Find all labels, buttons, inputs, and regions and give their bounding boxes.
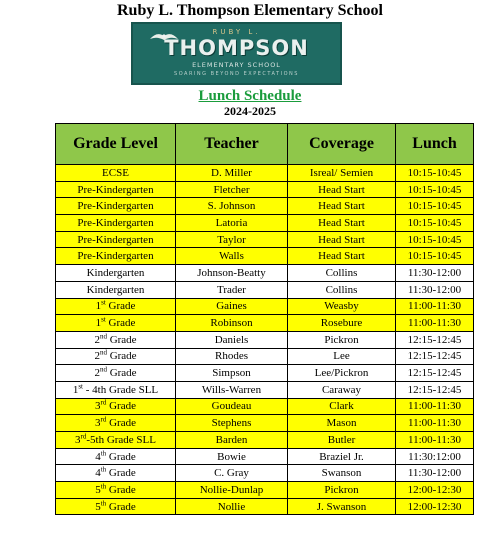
cell-lunch: 12:00-12:30 bbox=[396, 498, 474, 515]
cell-teacher: Wills-Warren bbox=[176, 381, 288, 398]
table-row bbox=[56, 365, 474, 382]
grade-text: 3 bbox=[95, 400, 101, 413]
cell-lunch: 11:00-11:30 bbox=[396, 432, 474, 449]
grade-ordinal: st bbox=[78, 382, 83, 391]
grade-suffix: - 4th Grade SLL bbox=[83, 383, 159, 396]
logo-top-text: RUBY L. bbox=[212, 28, 261, 36]
cell-teacher: Nollie-Dunlap bbox=[176, 482, 288, 499]
logo-tagline: SOARING BEYOND EXPECTATIONS bbox=[174, 71, 299, 77]
grade-suffix: Grade bbox=[105, 300, 136, 313]
cell-coverage: Lee bbox=[288, 348, 396, 365]
cell-grade bbox=[56, 265, 176, 282]
table-row bbox=[56, 381, 474, 398]
cell-coverage: Caraway bbox=[288, 381, 396, 398]
cell-grade bbox=[56, 498, 176, 515]
grade-text: 3 bbox=[75, 433, 81, 446]
grade-text: 4 bbox=[95, 450, 101, 463]
cell-lunch: 10:15-10:45 bbox=[396, 231, 474, 248]
cell-coverage: Lee/Pickron bbox=[288, 365, 396, 382]
cell-coverage: Head Start bbox=[288, 181, 396, 198]
table-row bbox=[56, 348, 474, 365]
logo-main-text: THOMPSON bbox=[164, 36, 309, 60]
cell-grade bbox=[56, 348, 176, 365]
cell-teacher: Fletcher bbox=[176, 181, 288, 198]
cell-coverage: Pickron bbox=[288, 482, 396, 499]
grade-text: ECSE bbox=[102, 166, 129, 179]
grade-ordinal: rd bbox=[100, 398, 107, 407]
table-row bbox=[56, 398, 474, 415]
table-row bbox=[56, 198, 474, 215]
grade-text: Pre-Kindergarten bbox=[77, 233, 154, 246]
cell-teacher: D. Miller bbox=[176, 165, 288, 182]
grade-suffix: Grade bbox=[106, 350, 137, 363]
cell-grade bbox=[56, 331, 176, 348]
table-row bbox=[56, 298, 474, 315]
cell-lunch: 11:30-12:00 bbox=[396, 265, 474, 282]
grade-suffix: Grade bbox=[106, 417, 136, 430]
grade-text: 4 bbox=[95, 467, 101, 480]
cell-lunch: 11:30-12:00 bbox=[396, 465, 474, 482]
cell-grade bbox=[56, 432, 176, 449]
grade-ordinal: th bbox=[100, 498, 107, 507]
cell-coverage: J. Swanson bbox=[288, 498, 396, 515]
grade-text: Kindergarten bbox=[86, 266, 145, 279]
grade-text: 1 bbox=[95, 317, 102, 330]
grade-text: Pre-Kindergarten bbox=[77, 183, 154, 196]
table-row bbox=[56, 415, 474, 432]
grade-ordinal: th bbox=[100, 482, 107, 491]
grade-suffix: Grade bbox=[106, 450, 136, 463]
table-row bbox=[56, 248, 474, 265]
cell-teacher: Rhodes bbox=[176, 348, 288, 365]
cell-lunch: 10:15-10:45 bbox=[396, 215, 474, 232]
cell-grade bbox=[56, 181, 176, 198]
cell-coverage: Butler bbox=[288, 432, 396, 449]
cell-teacher: Johnson-Beatty bbox=[176, 265, 288, 282]
cell-teacher: Simpson bbox=[176, 365, 288, 382]
grade-ordinal: th bbox=[100, 465, 107, 474]
column-header-grade: Grade Level bbox=[56, 124, 176, 165]
grade-ordinal: st bbox=[101, 315, 106, 324]
cell-lunch: 11:00-11:30 bbox=[396, 298, 474, 315]
table-header-row bbox=[56, 124, 474, 165]
table-row bbox=[56, 498, 474, 515]
cell-teacher: Taylor bbox=[176, 231, 288, 248]
cell-grade bbox=[56, 215, 176, 232]
cell-grade bbox=[56, 365, 176, 382]
table-row bbox=[56, 315, 474, 332]
grade-suffix: -5th Grade SLL bbox=[86, 433, 156, 446]
cell-coverage: Isreal/ Semien bbox=[288, 165, 396, 182]
cell-grade bbox=[56, 165, 176, 182]
cell-grade bbox=[56, 398, 176, 415]
grade-text: 2 bbox=[94, 367, 100, 380]
table-row bbox=[56, 448, 474, 465]
grade-text: 1 bbox=[72, 383, 79, 396]
cell-lunch: 10:15-10:45 bbox=[396, 165, 474, 182]
grade-suffix: Grade bbox=[105, 317, 136, 330]
grade-suffix: Grade bbox=[106, 483, 136, 496]
cell-coverage: Collins bbox=[288, 265, 396, 282]
grade-text: 3 bbox=[95, 417, 101, 430]
cell-grade bbox=[56, 381, 176, 398]
cell-coverage: Pickron bbox=[288, 331, 396, 348]
cell-lunch: 12:00-12:30 bbox=[396, 482, 474, 499]
grade-suffix: Grade bbox=[106, 333, 137, 346]
cell-grade bbox=[56, 298, 176, 315]
grade-ordinal: rd bbox=[100, 415, 107, 424]
cell-lunch: 12:15-12:45 bbox=[396, 381, 474, 398]
table-row bbox=[56, 482, 474, 499]
grade-text: 2 bbox=[94, 333, 100, 346]
grade-text: 5 bbox=[95, 500, 101, 513]
grade-text: 5 bbox=[95, 483, 101, 496]
table-row bbox=[56, 231, 474, 248]
cell-grade bbox=[56, 415, 176, 432]
cell-lunch: 12:15-12:45 bbox=[396, 365, 474, 382]
cell-lunch: 12:15-12:45 bbox=[396, 331, 474, 348]
school-logo bbox=[131, 22, 342, 85]
grade-ordinal: nd bbox=[99, 365, 107, 374]
grade-suffix: Grade bbox=[106, 467, 136, 480]
grade-suffix: Grade bbox=[106, 400, 136, 413]
grade-ordinal: rd bbox=[80, 432, 87, 441]
table-row bbox=[56, 165, 474, 182]
grade-text: Pre-Kindergarten bbox=[77, 200, 154, 213]
cell-coverage: Mason bbox=[288, 415, 396, 432]
school-name: Ruby L. Thompson Elementary School bbox=[117, 2, 383, 19]
table-row bbox=[56, 215, 474, 232]
cell-coverage: Swanson bbox=[288, 465, 396, 482]
cell-teacher: Daniels bbox=[176, 331, 288, 348]
table-row bbox=[56, 265, 474, 282]
table-row bbox=[56, 331, 474, 348]
cell-coverage: Rosebure bbox=[288, 315, 396, 332]
cell-teacher: Bowie bbox=[176, 448, 288, 465]
cell-grade bbox=[56, 231, 176, 248]
cell-lunch: 11:30-12:00 bbox=[396, 281, 474, 298]
cell-lunch: 12:15-12:45 bbox=[396, 348, 474, 365]
lunch-schedule-table bbox=[55, 123, 474, 515]
cell-teacher: Stephens bbox=[176, 415, 288, 432]
cell-grade bbox=[56, 315, 176, 332]
table-row bbox=[56, 432, 474, 449]
grade-text: 1 bbox=[95, 300, 102, 313]
column-header-lunch: Lunch bbox=[396, 124, 474, 165]
cell-coverage: Head Start bbox=[288, 215, 396, 232]
cell-lunch: 10:15-10:45 bbox=[396, 181, 474, 198]
schedule-title: Lunch Schedule bbox=[198, 88, 302, 104]
cell-coverage: Head Start bbox=[288, 248, 396, 265]
grade-text: Kindergarten bbox=[86, 283, 145, 296]
column-header-coverage: Coverage bbox=[288, 124, 396, 165]
cell-grade bbox=[56, 465, 176, 482]
grade-text: Pre-Kindergarten bbox=[77, 250, 154, 263]
cell-coverage: Weasby bbox=[288, 298, 396, 315]
column-header-teacher: Teacher bbox=[176, 124, 288, 165]
grade-ordinal: nd bbox=[99, 348, 107, 357]
cell-teacher: Walls bbox=[176, 248, 288, 265]
cell-grade bbox=[56, 448, 176, 465]
school-year: 2024-2025 bbox=[224, 104, 276, 118]
cell-lunch: 11:00-11:30 bbox=[396, 398, 474, 415]
cell-teacher: C. Gray bbox=[176, 465, 288, 482]
cell-grade bbox=[56, 281, 176, 298]
cell-teacher: Nollie bbox=[176, 498, 288, 515]
cell-teacher: Latoria bbox=[176, 215, 288, 232]
table-row bbox=[56, 465, 474, 482]
grade-suffix: Grade bbox=[106, 367, 137, 380]
grade-ordinal: th bbox=[100, 448, 107, 457]
cell-grade bbox=[56, 198, 176, 215]
cell-teacher: Goudeau bbox=[176, 398, 288, 415]
grade-text: 2 bbox=[94, 350, 100, 363]
cell-lunch: 11:30:12:00 bbox=[396, 448, 474, 465]
grade-suffix: Grade bbox=[106, 500, 136, 513]
cell-coverage: Head Start bbox=[288, 231, 396, 248]
cell-teacher: Trader bbox=[176, 281, 288, 298]
cell-grade bbox=[56, 248, 176, 265]
cell-grade bbox=[56, 482, 176, 499]
cell-coverage: Braziel Jr. bbox=[288, 448, 396, 465]
grade-ordinal: st bbox=[101, 298, 106, 307]
cell-lunch: 10:15-10:45 bbox=[396, 248, 474, 265]
cell-teacher: Gaines bbox=[176, 298, 288, 315]
cell-lunch: 11:00-11:30 bbox=[396, 415, 474, 432]
cell-coverage: Clark bbox=[288, 398, 396, 415]
cell-lunch: 11:00-11:30 bbox=[396, 315, 474, 332]
table-row bbox=[56, 281, 474, 298]
table-row bbox=[56, 181, 474, 198]
cell-coverage: Collins bbox=[288, 281, 396, 298]
grade-text: Pre-Kindergarten bbox=[77, 216, 154, 229]
cell-teacher: Robinson bbox=[176, 315, 288, 332]
cell-lunch: 10:15-10:45 bbox=[396, 198, 474, 215]
cell-coverage: Head Start bbox=[288, 198, 396, 215]
grade-ordinal: nd bbox=[99, 332, 107, 341]
cell-teacher: Barden bbox=[176, 432, 288, 449]
logo-sub-text: ELEMENTARY SCHOOL bbox=[192, 61, 281, 69]
cell-teacher: S. Johnson bbox=[176, 198, 288, 215]
